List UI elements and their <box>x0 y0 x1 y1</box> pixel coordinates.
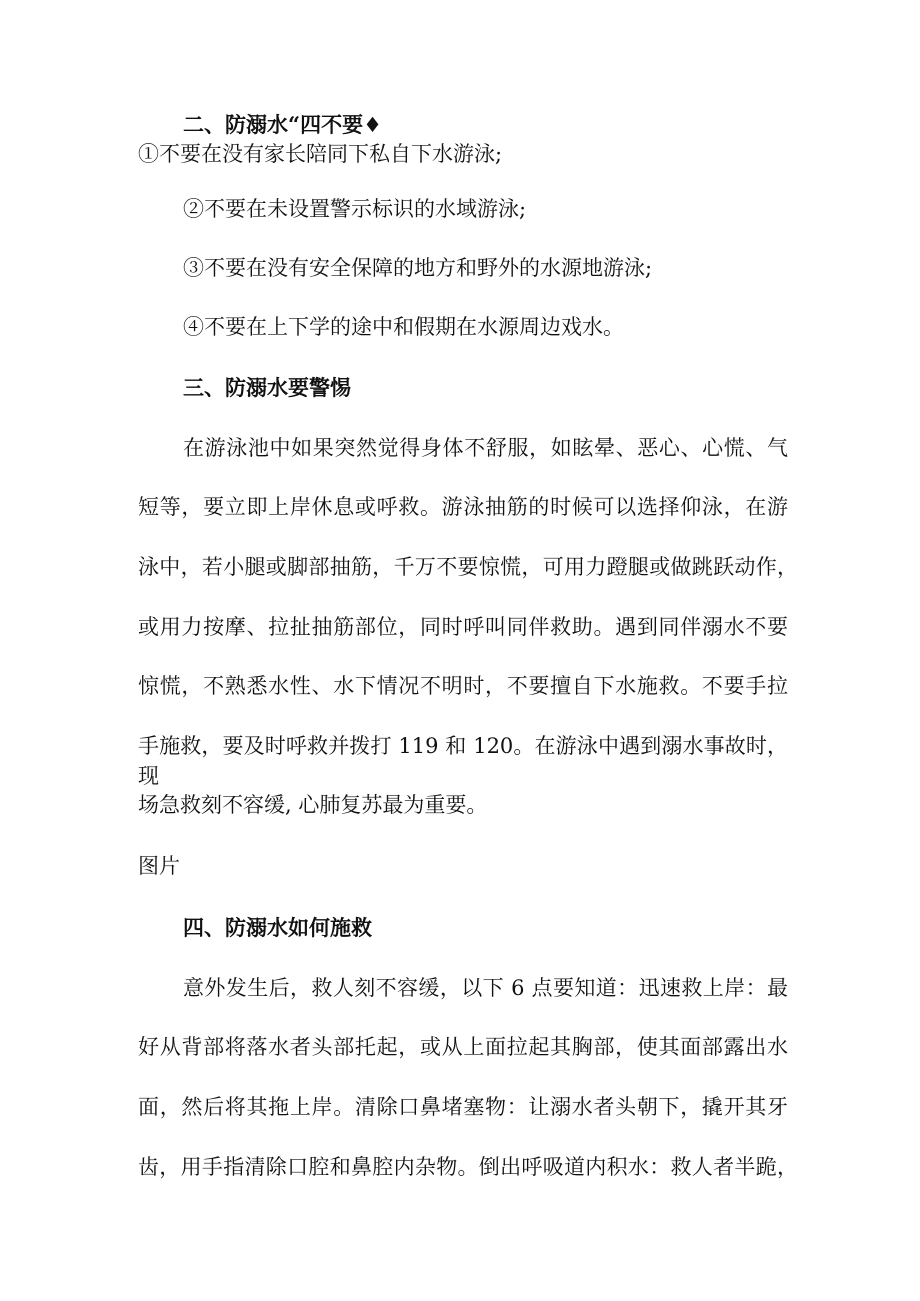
section-2-item-1: ①不要在没有家长陪同下私自下水游泳; <box>138 142 503 166</box>
section-2-item-3: ③不要在没有安全保障的地方和野外的水源地游泳; <box>183 256 653 280</box>
section-3-paragraph-line: 手施救，要及时呼救并拨打 119 和 120。在游泳中遇到溺水事故时，现 <box>138 734 788 788</box>
section-3-paragraph-line: 惊慌，不熟悉水性、水下情况不明时，不要擅自下水施救。不要手拉 <box>138 674 788 698</box>
section-4-heading: 四、防溺水如何施救 <box>183 915 372 940</box>
section-3-paragraph-line: 在游泳池中如果突然觉得身体不舒服，如眩晕、恶心、心慌、气 <box>183 436 788 460</box>
section-2-heading: 二、防溺水“四不要♦ <box>183 112 382 137</box>
section-2-item-4: ④不要在上下学的途中和假期在水源周边戏水。 <box>183 315 624 339</box>
section-4-paragraph-line: 意外发生后，救人刻不容缓，以下 6 点要知道：迅速救上岸：最 <box>183 976 788 1000</box>
section-4-paragraph-line: 齿，用手指清除口腔和鼻腔内杂物。倒出呼吸道内积水：救人者半跪， <box>138 1155 798 1179</box>
section-3-paragraph-line: 或用力按摩、拉扯抽筋部位，同时呼叫同伴救助。遇到同伴溺水不要 <box>138 615 788 639</box>
section-3-paragraph-line: 短等，要立即上岸休息或呼救。游泳抽筋的时候可以选择仰泳，在游 <box>138 495 788 519</box>
section-3-heading: 三、防溺水要警惕 <box>183 375 351 400</box>
section-2-item-2: ②不要在未设置警示标识的水域游泳; <box>183 197 527 221</box>
section-3-paragraph-line: 场急救刻不容缓, 心肺复苏最为重要。 <box>138 793 488 817</box>
section-4-paragraph-line: 面，然后将其拖上岸。清除口鼻堵塞物：让溺水者头朝下，撬开其牙 <box>138 1095 788 1119</box>
section-4-paragraph-line: 好从背部将落水者头部托起，或从上面拉起其胸部，使其面部露出水 <box>138 1035 788 1059</box>
image-placeholder-label: 图片 <box>138 854 180 878</box>
section-3-paragraph-line: 泳中，若小腿或脚部抽筋，千万不要惊慌，可用力蹬腿或做跳跃动作， <box>138 555 798 579</box>
